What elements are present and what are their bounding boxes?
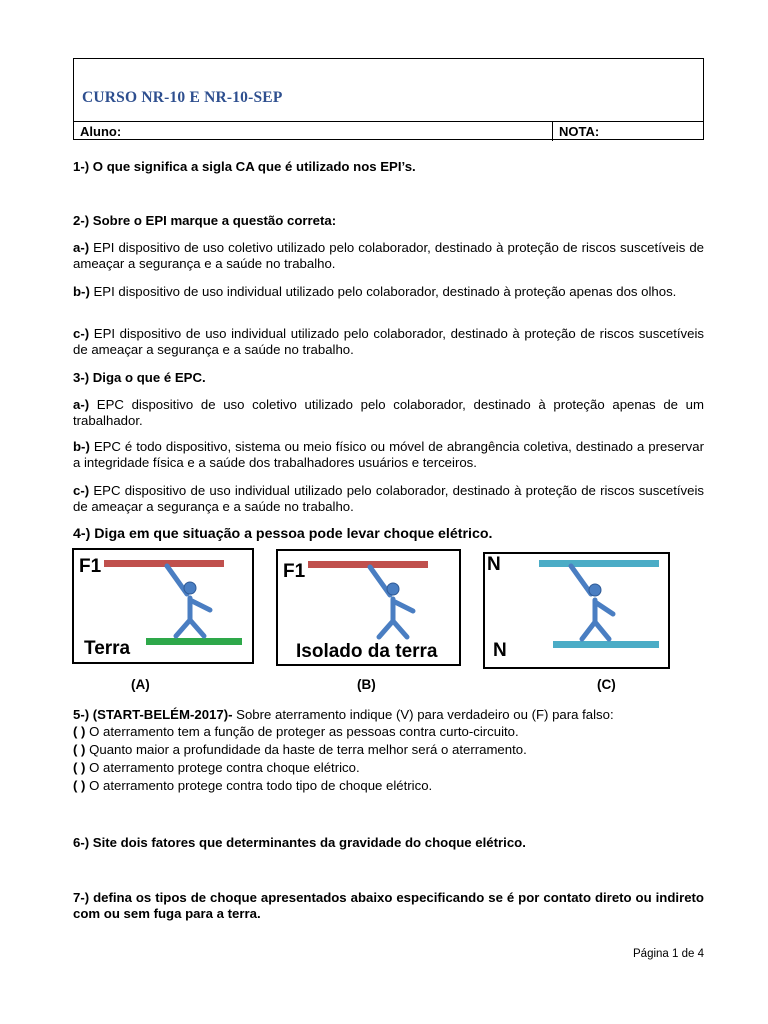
question-6: 6-) Site dois fatores que determinantes da gravidade do choque elétrico. [73, 835, 526, 850]
tf-mark: ( ) [73, 742, 86, 757]
course-title: CURSO NR-10 E NR-10-SEP [82, 89, 283, 106]
option-text: EPI dispositivo de uso coletivo utilizado pelo colaborador, destinado à proteção de riscos suscetíveis de ameaçar a segurança e a saúde no trabalho. [73, 240, 704, 271]
option-text: EPI dispositivo de uso individual utilizado pelo colaborador, destinado à proteção de riscos suscetíveis de ameaçar a segurança e a saúde no trabalho. [73, 326, 704, 357]
cell-divider [552, 122, 553, 141]
person-icon [571, 566, 613, 639]
option-text: EPC dispositivo de uso coletivo utilizado pelo colaborador, destinado à proteção apenas de um trabalhador. [73, 397, 704, 428]
panel-c-drawing [485, 554, 668, 667]
question-5-source: 5-) (START-BELÉM-2017)- [73, 707, 233, 722]
question-2-option-b [73, 284, 704, 300]
option-letter: c-) [73, 326, 90, 341]
panel-a-bottom-label: Terra [84, 638, 131, 659]
panel-b-bottom-label: Isolado da terra [296, 641, 438, 662]
panel-c-bottom-label: N [493, 640, 507, 661]
tf-text: Quanto maior a profundidade da haste de terra melhor será o aterramento. [85, 742, 527, 757]
panel-b-top-label: F1 [283, 561, 306, 582]
option-text: EPC é todo dispositivo, sistema ou meio físico ou móvel de abrangência coletiva, destinado a preservar a integridade física e a saúde dos trabalhadores usuários e terceiros. [73, 439, 704, 470]
tf-text: O aterramento protege contra choque elétrico. [85, 760, 360, 775]
ground-bar [146, 638, 242, 645]
question-2-title: 2-) Sobre o EPI marque a questão correta: [73, 213, 337, 228]
tf-mark: ( ) [73, 724, 86, 739]
person-head [387, 583, 399, 595]
phase-bar [104, 560, 224, 567]
question-2-option-a [73, 240, 704, 272]
tf-item-2 [73, 742, 527, 758]
question-7: 7-) defina os tipos de choque apresentados abaixo especificando se é por contato direto ou indireto com ou sem fuga para a terra. [73, 890, 704, 921]
panel-a [72, 548, 254, 664]
tf-item-1 [73, 724, 519, 740]
question-4-title: 4-) Diga em que situação a pessoa pode levar choque elétrico. [73, 526, 493, 542]
tf-mark: ( ) [73, 778, 86, 793]
option-letter: b-) [73, 284, 90, 299]
option-letter: a-) [73, 240, 90, 255]
tf-text: O aterramento protege contra todo tipo de choque elétrico. [85, 778, 433, 793]
option-letter: b-) [73, 439, 90, 454]
question-2-option-c [73, 326, 704, 358]
question-3-option-c [73, 483, 704, 515]
question-3-option-a [73, 397, 704, 429]
panel-c-top-label: N [487, 554, 501, 575]
tf-mark: ( ) [73, 760, 86, 775]
question-3-title: 3-) Diga o que é EPC. [73, 370, 206, 385]
panel-a-top-label: F1 [79, 556, 102, 577]
question-5-title [73, 707, 614, 723]
aluno-label: Aluno: [80, 124, 122, 139]
tf-item-3 [73, 760, 360, 776]
caption-c: (C) [597, 677, 616, 692]
option-letter: a-) [73, 397, 90, 412]
student-row [74, 121, 703, 141]
person-head [184, 582, 196, 594]
nota-label: NOTA: [559, 124, 600, 139]
option-text: EPI dispositivo de uso individual utilizado pelo colaborador, destinado à proteção apenas dos olhos. [89, 284, 677, 299]
person-icon [370, 567, 413, 637]
tf-item-4 [73, 778, 432, 794]
panel-b [276, 549, 461, 666]
question-3-option-b [73, 439, 704, 471]
panel-c [483, 552, 670, 669]
person-icon [167, 566, 210, 636]
person-head [589, 584, 601, 596]
tf-text: O aterramento tem a função de proteger as pessoas contra curto-circuito. [85, 724, 519, 739]
question-5-instruction: Sobre aterramento indique (V) para verdadeiro ou (F) para falso: [232, 707, 614, 722]
option-text: EPC dispositivo de uso individual utilizado pelo colaborador, destinado à proteção de riscos suscetíveis de ameaçar a segurança e a saúde no trabalho. [73, 483, 704, 514]
caption-a: (A) [131, 677, 150, 692]
caption-b: (B) [357, 677, 376, 692]
neutral-bar-top [539, 560, 659, 567]
question-1: 1-) O que significa a sigla CA que é utilizado nos EPI’s. [73, 159, 416, 174]
header-box [73, 58, 704, 140]
page-number: Página 1 de 4 [633, 948, 704, 960]
option-letter: c-) [73, 483, 90, 498]
neutral-bar-bottom [553, 641, 659, 648]
